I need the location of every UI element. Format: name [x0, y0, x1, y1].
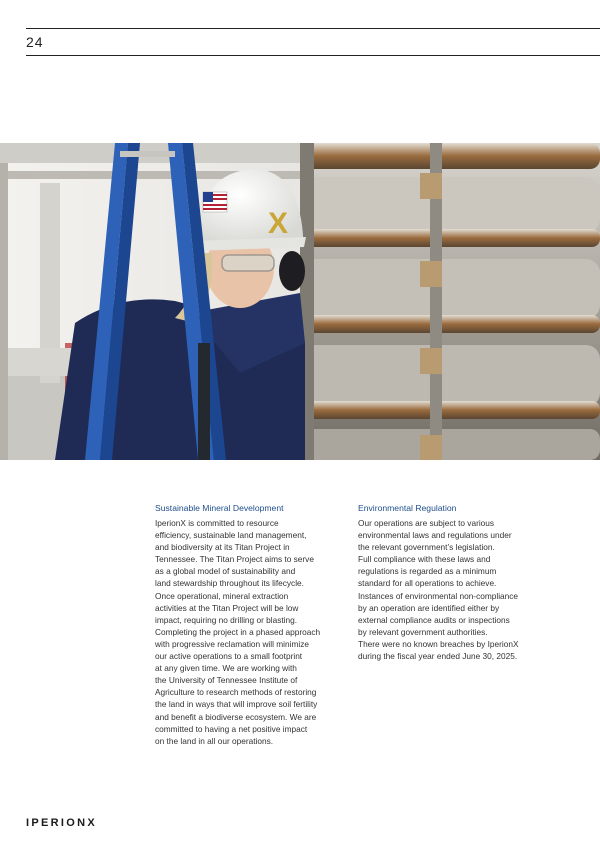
section-body: Our operations are subject to various environmental laws and regulations under the relevant government’s legislation. Full compliance with these laws and regulations is regarded as a minimum standard for all operations to achieve. Instances of environmental non-compliance by an operation are identified either by external compliance audits or inspections by relevant government authorities. There were no known breaches by IperionX during the fiscal year ended June 30, 2025. [358, 518, 519, 662]
page-number: 24 [26, 34, 44, 50]
header-top-rule [26, 28, 600, 29]
section-body: IperionX is committed to resource efficiency, sustainable land management, and biodiversity at its Titan Project in Tennessee. The Titan Project aims to serve as a global model of sustainability and land stewardship throughout its lifecycle. Once operational, mineral extraction activities at the Titan Project will be low impact, requiring no drilling or blasting. Completing the project in a phased approach with progressive reclamation will minimize our active operations to a small footprint at any given time. We are working with the University of Tennessee Institute of Agriculture to research methods of restoring the land in ways that will improve soil fertility and benefit a biodiverse ecosystem. We are committed to having a net positive impact on the land in all our operations. [155, 518, 321, 746]
hat-logo-icon: X [268, 207, 289, 240]
sustainable-mineral-development-section [155, 502, 345, 747]
worker-with-reactor-illustration [0, 143, 600, 460]
reactor-rings [300, 143, 600, 460]
section-heading: Environmental Regulation [358, 503, 457, 513]
feature-photo [0, 143, 600, 460]
section-heading: Sustainable Mineral Development [155, 503, 284, 513]
environmental-regulation-section [358, 502, 558, 662]
iperionx-logo: IPERIONX [26, 817, 97, 829]
header-bottom-rule [26, 55, 600, 56]
